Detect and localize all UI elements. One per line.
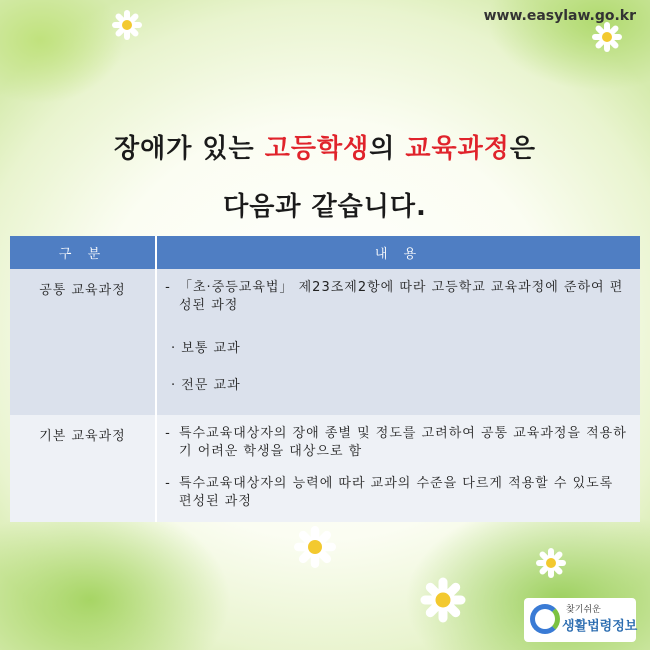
category-label: 기본 교육과정 [39, 429, 126, 444]
headline-text: 장애가 있는 [114, 134, 265, 164]
list-item [157, 425, 640, 461]
magnifier-logo-icon [530, 604, 560, 634]
category-label: 공통 교육과정 [39, 283, 126, 298]
headline-highlight: 고등학생 [264, 134, 370, 164]
easylaw-logo [524, 598, 636, 642]
curriculum-table [10, 236, 640, 522]
list-item [157, 475, 640, 511]
headline-text: 은 [509, 134, 536, 164]
site-url: www.easylaw.go.kr [483, 8, 636, 24]
content-cell [156, 269, 640, 415]
daisy-flower-icon [112, 10, 142, 40]
column-header-content: 내 용 [156, 236, 640, 269]
daisy-flower-icon [294, 526, 336, 568]
category-cell [10, 415, 156, 522]
logo-small-text: 찾기쉬운 [566, 605, 601, 615]
item-text: 「초·중등교육법」 제23조제2항에 따라 고등학교 교육과정에 준하여 편성된 과정 [179, 280, 624, 313]
sub-item: · 보통 교과 [171, 341, 241, 356]
bullet-dash: - [165, 280, 171, 295]
list-item [157, 279, 640, 315]
daisy-flower-icon [592, 22, 622, 52]
headline-line2: 다음과 같습니다. [223, 192, 427, 222]
daisy-flower-icon [421, 578, 466, 623]
bullet-dash: - [165, 426, 171, 441]
table-header-row [10, 236, 640, 269]
category-cell [10, 269, 156, 415]
column-header-category: 구 분 [10, 236, 156, 269]
table-row [10, 415, 640, 522]
table-row [10, 269, 640, 415]
logo-big-text: 생활법령정보 [562, 619, 638, 634]
content-cell [156, 415, 640, 522]
headline-line1 [0, 128, 650, 165]
bullet-dash: - [165, 476, 171, 491]
daisy-flower-icon [536, 548, 566, 578]
item-text: 특수교육대상자의 능력에 따라 교과의 수준을 다르게 적용할 수 있도록 편성된 과정 [179, 476, 614, 509]
item-text: 특수교육대상자의 장애 종별 및 정도를 고려하여 공통 교육과정을 적용하기 어려운 학생을 대상으로 함 [179, 426, 627, 459]
headline-text: 의 [369, 134, 406, 164]
sub-item: · 전문 교과 [171, 378, 241, 393]
headline-highlight: 교육과정 [405, 134, 510, 164]
